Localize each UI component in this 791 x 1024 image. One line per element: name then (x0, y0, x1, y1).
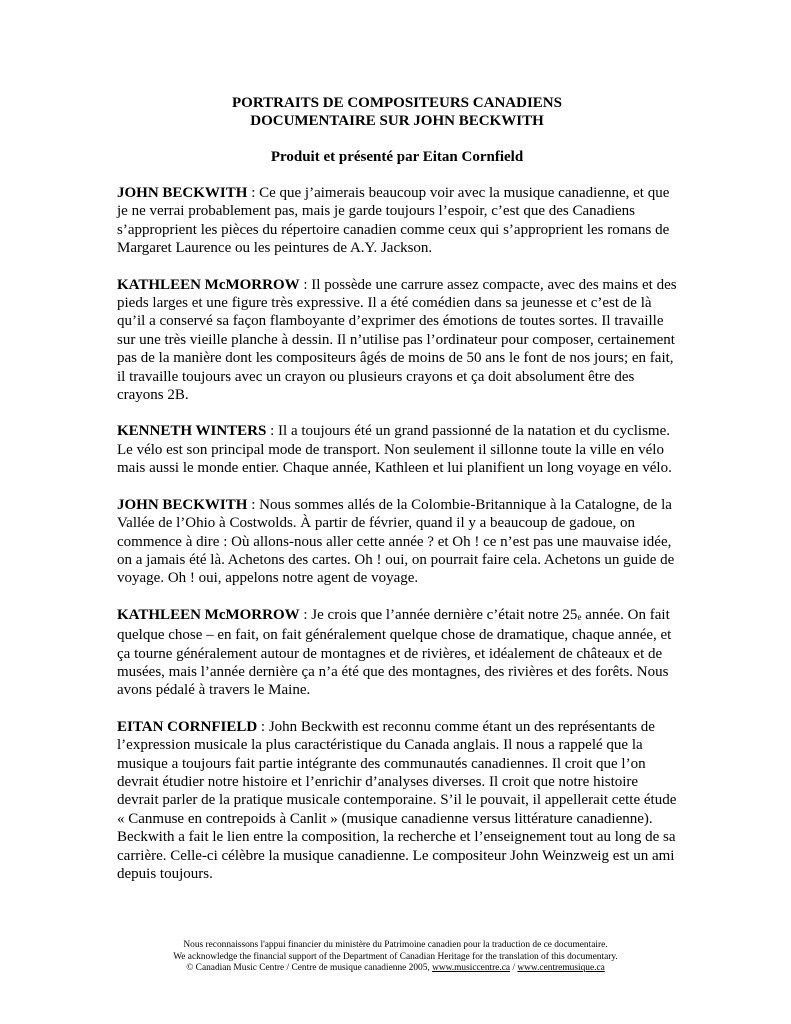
speaker-name: JOHN BECKWITH (117, 496, 248, 513)
speaker-name: JOHN BECKWITH (117, 185, 248, 201)
footer-line-english: We acknowledge the financial support of the Department of Canadian Heritage for the translation of this documentary. (173, 951, 618, 962)
document-body (117, 94, 677, 883)
speaker-name: KATHLEEN McMORROW (117, 276, 300, 293)
paragraph-text: : Ce que j’aimerais beaucoup voir avec la musique canadienne, et que je ne verrai probablement pas, mais je garde toujours l’espoir, c’est que des Canadiens s’approprient les pièces du répertoire canadien comme ceux qui s’approprient les romans de Margaret Laurence ou les peintures de A.Y. Jackson. (117, 185, 670, 257)
paragraph-text: : John Beckwith est reconnu comme étant un des représentants de l’expression musicale la plus caractéristique du Canada anglais. Il nous a rappelé que la musique a toujours fait partie intégrante des communautés canadiennes. Il croit que l’on devrait étudier notre histoire et l’enrichir d’analyses diverses. Il croit que notre histoire devrait parler de la pratique musicale contemporaine. S’il le pouvait, il appellerait cette étude « Canmuse en contrepoids à Canlit » (musique canadienne versus littérature canadienne). Beckwith a fait le lien entre la composition, la recherche et l’enseignement tout au long de sa carrière. Celle-ci célèbre la musique canadienne. Le compositeur John Weinzweig est un ami depuis toujours. (117, 718, 677, 882)
transcript-paragraph (117, 496, 677, 588)
transcript-paragraph (117, 606, 677, 700)
paragraph-text: : Nous sommes allés de la Colombie-Britannique à la Catalogne, de la Vallée de l’Ohio à Costwolds. À partir de février, quand il y a beaucoup de gadoue, on commence à dire : Où allons-nous aller cette année ? et Oh ! ce n’est pas une mauvaise idée, on a jamais été là. Achetons des cartes. Oh ! oui, on pourrait faire cela. Achetons un guide de voyage. Oh ! oui, appelons notre agent de voyage. (117, 496, 675, 587)
link-separator: / (510, 963, 518, 973)
musiccentre-link[interactable]: www.musiccentre.ca (432, 963, 511, 973)
title-line-1: PORTRAITS DE COMPOSITEURS CANADIENS (232, 95, 562, 111)
byline: Produit et présenté par Eitan Cornfield (270, 149, 524, 165)
transcript-paragraph (117, 276, 677, 405)
title-line-2: DOCUMENTAIRE SUR JOHN BECKWITH (250, 113, 544, 129)
centremusique-link[interactable]: www.centremusique.ca (517, 963, 605, 973)
speaker-name: KENNETH WINTERS (117, 423, 267, 440)
transcript-paragraph (117, 422, 677, 477)
transcript-paragraph (117, 184, 677, 258)
speaker-name: KATHLEEN McMORROW (117, 606, 300, 623)
speaker-name: EITAN CORNFIELD (117, 718, 258, 735)
paragraph-text: : Il a toujours été un grand passionné de la natation et du cyclisme. Le vélo est son principal mode de transport. Non seulement il sillonne toute la ville en vélo mais aussi le monde entier. Chaque année, Kathleen et lui planifient un long voyage en vélo. (117, 423, 672, 477)
footer (0, 940, 791, 975)
paragraph-text: : Il possède une carrure assez compacte, avec des mains et des pieds larges et une figure très expressive. Il a été comédien dans sa jeunesse et c’est de là qu’il a conservé sa façon flamboyante d’exprimer des émotions de toutes sortes. Il travaille sur une très vieille planche à dessin. Il n’utilise pas l’ordinateur pour composer, certainement pas de la manière dont les compositeurs âgés de moins de 50 ans le font de nos jours; en fait, il travaille toujours avec un crayon ou plusieurs crayons et ça doit absolument être des crayons 2B. (117, 276, 677, 404)
copyright-text: © Canadian Music Centre / Centre de musique canadienne 2005, (186, 963, 433, 973)
paragraph-text-after: année. On fait quelque chose – en fait, on fait généralement quelque chose de dramatique, chaque année, et ça tourne généralement autour de montagnes et de rivières, et idéalement de châteaux et de musées, mais l’année dernière ça n’a été que des montagnes, des rivières et des forêts. Nous avons pédalé à travers le Maine. (117, 606, 672, 699)
footer-line-french: Nous reconnaissons l'appui financier du ministère du Patrimoine canadien pour la traduction de ce documentaire. (183, 940, 608, 950)
ordinal-suffix: e (577, 611, 582, 622)
transcript-paragraph (117, 718, 677, 884)
document-title (117, 94, 677, 130)
footer-copyright (0, 963, 791, 975)
paragraph-text-before: : Je crois que l’année dernière c’était notre 25 (299, 606, 578, 623)
